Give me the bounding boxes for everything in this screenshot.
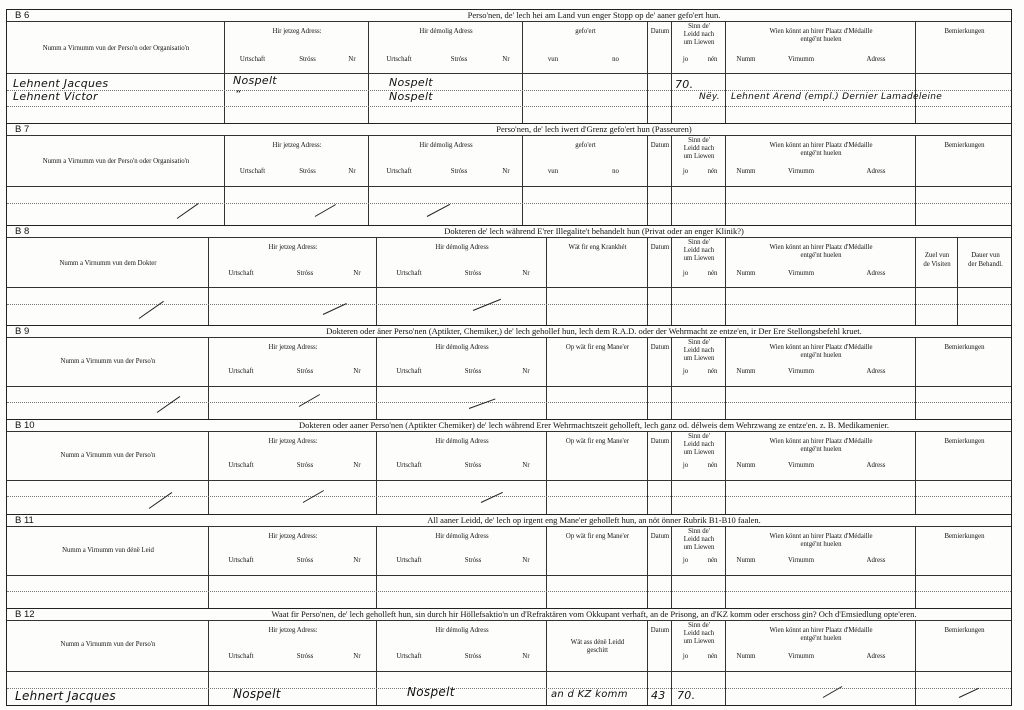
handwritten-locality: Nospelt: [407, 685, 455, 699]
handwritten-date: 43: [651, 689, 666, 702]
section-title: Perso'nen, de' lech hei am Land vun enger Stopp op de' aaner gefo'ert hun.: [467, 10, 721, 20]
section-grid: Numm a Virnumm vun der Perso'n Hir jetzeg Adress: Urtschaft Stróss Nr Hir démolig Adress Urtschaft Stróss Nr Op wät fir eng Mane'er Datum Sinn de' Leidd nach um Liewen jo nén Wien könnt an hirer Plaatz d'Médaille entgé'nt huelen Numm Virnumm Adress Bemierkungen: [7, 432, 1011, 514]
section-title: All aaner Leidd, de' lech op irgent eng Mane'er geholleft hun, an nöt önner Rubrik B1-B10 faalen.: [427, 515, 761, 525]
strike-mark: [959, 688, 979, 698]
section-header-bar: [7, 226, 1011, 238]
handwritten-yes-mark: 70.: [677, 689, 696, 702]
section-code: B 6: [15, 10, 30, 21]
section-code: B 11: [15, 515, 34, 526]
handwritten-locality: Nospelt: [389, 76, 433, 89]
section-header-bar: [7, 10, 1011, 22]
section-header-bar: [7, 609, 1011, 621]
section-title: Dokteren oder äner Perso'nen (Aptikter, Chemiker,) de' lech gehollef hun, lech dem R.A.D. oder der Wehrmacht ze entze'en, ir Der Ere Stellongsbefehl kruet.: [326, 326, 862, 336]
handwritten-locality: Nospelt: [233, 687, 281, 701]
section-b9: [6, 325, 1012, 419]
handwritten-locality: Nospelt: [233, 74, 277, 87]
section-title: Dokteren de' lech während E'rer Illegalite't behandelt hun (Privat oder an enger Klinik?): [444, 226, 744, 236]
section-header-bar: [7, 420, 1011, 432]
handwritten-fate: an d KZ komm: [551, 689, 628, 700]
section-header-bar: [7, 124, 1011, 136]
section-grid: Numm a Virnumm vun der Perso'n oder Organisatio'n Hir jetzeg Adress: Urtschaft Stróss Nr Hir démolig Adress Urtschaft Stróss Nr gefo'ert vun no Datum Sinn de' Leidd nach um Liewen jo nén Wien könnt an hirer Plaatz d'Médaille entgé'nt huelen Numm Virnumm Adress Bemierkungen: [7, 136, 1011, 225]
section-grid: Numm a Virnumm vun der Perso'n Hir jetzeg Adress: Urtschaft Stróss Nr Hir démolig Adress Urtschaft Stróss Nr Op wät fir eng Mane'er Datum Sinn de' Leidd nach um Liewen jo nén Wien könnt an hirer Plaatz d'Médaille entgé'nt huelen Numm Virnumm Adress Bemierkungen: [7, 338, 1011, 419]
handwritten-name: Lehnert Jacques: [15, 689, 116, 703]
section-title: Waat fir Perso'nen, de' lech geholleft hun, sin durch hir Höllefsaktio'n un d'Refraktären vom Okkupant verhaft, an de Prisong, an d'KZ komm oder erschoss gin? Och d'Emsiedlung opte'eren.: [271, 609, 917, 619]
handwritten-locality: “: [235, 88, 241, 101]
handwritten-yes-mark: 70.: [675, 78, 694, 91]
section-b7: [6, 123, 1012, 225]
section-code: B 10: [15, 420, 35, 431]
handwritten-no-mark: Nëy.: [699, 92, 720, 102]
section-grid: Numm a Virnumm vun der Perso'n oder Organisatio'n Hir jetzeg Adress: Urtschaft Stróss Nr Hir démolig Adress Urtschaft Stróss Nr gefo'ert vun no Datum Sinn de' Leidd nach um Liewen jo nén Wien könnt an hirer Plaatz d'Médaille entgé'nt huelen Numm Virnumm Adress Bemierkungen Lehnent Jacques Lehnent Victor Nospelt “ Nospelt Nospelt 70. Nëy. Lehnent Arend (empl.) Dernier Lamadeleine: [7, 22, 1011, 123]
handwritten-name: Lehnent Jacques: [13, 77, 109, 90]
section-header-bar: [7, 515, 1011, 527]
col-name: Numm a Virnumm vun dem Dokter: [59, 260, 157, 267]
col-name: Numm a Virnumm vun der Perso'n oder Organisatio'n: [42, 158, 190, 165]
section-title: Dokteren oder aaner Perso'nen (Aptikter Chemiker) de' lech während Erer Wehrmachtszeit geholleft, lech ganz od. délweis dem Wehrzwang ze entze'en. z. B. Medikamenier.: [298, 420, 890, 430]
section-code: B 7: [15, 124, 30, 135]
col-name: Numm a Virnumm vun der Perso'n: [60, 641, 156, 648]
section-grid: Numm a Virnumm vun dem Dokter Hir jetzeg Adress: Urtschaft Stróss Nr Hir démolig Adress Urtschaft Stróss Nr Wät fir eng Krankhét Datum Sinn de' Leidd nach um Liewen jo nén Wien könnt an hirer Plaatz d'Médaille entgé'nt huelen Numm Virnumm Adress Zuel vun de Visiten Dauer vun der Behandl.: [7, 238, 1011, 325]
section-header-bar: [7, 326, 1011, 338]
section-grid: Numm a Virnumm vun der Perso'n Hir jetzeg Adress: Urtschaft Stróss Nr Hir démolig Adress Urtschaft Stróss Nr Wät ass dénë Leidd geschitt Datum Sinn de' Leidd nach um Liewen jo nén Wien könnt an hirer Plaatz d'Médaille entgé'nt huelen Numm Virnumm Adress Bemierkungen Lehnert Jacques Nospelt Nospelt an d KZ komm 43 70.: [7, 621, 1011, 705]
section-b12: [6, 608, 1012, 706]
col-name: Numm a Virnumm vun der Perso'n oder Organisatio'n: [42, 45, 190, 52]
section-b6: [6, 9, 1012, 123]
col-name: Numm a Virnumm vun der Perso'n: [60, 358, 156, 365]
col-name: Numm a Virnumm vun dénë Leid: [62, 547, 154, 554]
section-grid: Numm a Virnumm vun dénë Leid Hir jetzeg Adress: Urtschaft Stróss Nr Hir démolig Adress Urtschaft Stróss Nr Op wät fir eng Mane'er Datum Sinn de' Leidd nach um Liewen jo nén Wien könnt an hirer Plaatz d'Médaille entgé'nt huelen Numm Virnumm Adress Bemierkungen: [7, 527, 1011, 608]
section-code: B 9: [15, 326, 30, 337]
col-name: Numm a Virnumm vun der Perso'n: [60, 452, 156, 459]
handwritten-medal-recipient: Lehnent Arend (empl.) Dernier Lamadeleine: [731, 92, 943, 102]
section-b10: [6, 419, 1012, 514]
section-code: B 8: [15, 226, 30, 237]
section-code: B 12: [15, 609, 35, 620]
handwritten-name: Lehnent Victor: [13, 90, 98, 103]
section-b8: [6, 225, 1012, 325]
handwritten-locality: Nospelt: [389, 90, 433, 103]
section-b11: [6, 514, 1012, 608]
section-title: Perso'nen, de' lech iwert d'Grenz gefo'ert hun (Passeuren): [496, 124, 692, 134]
